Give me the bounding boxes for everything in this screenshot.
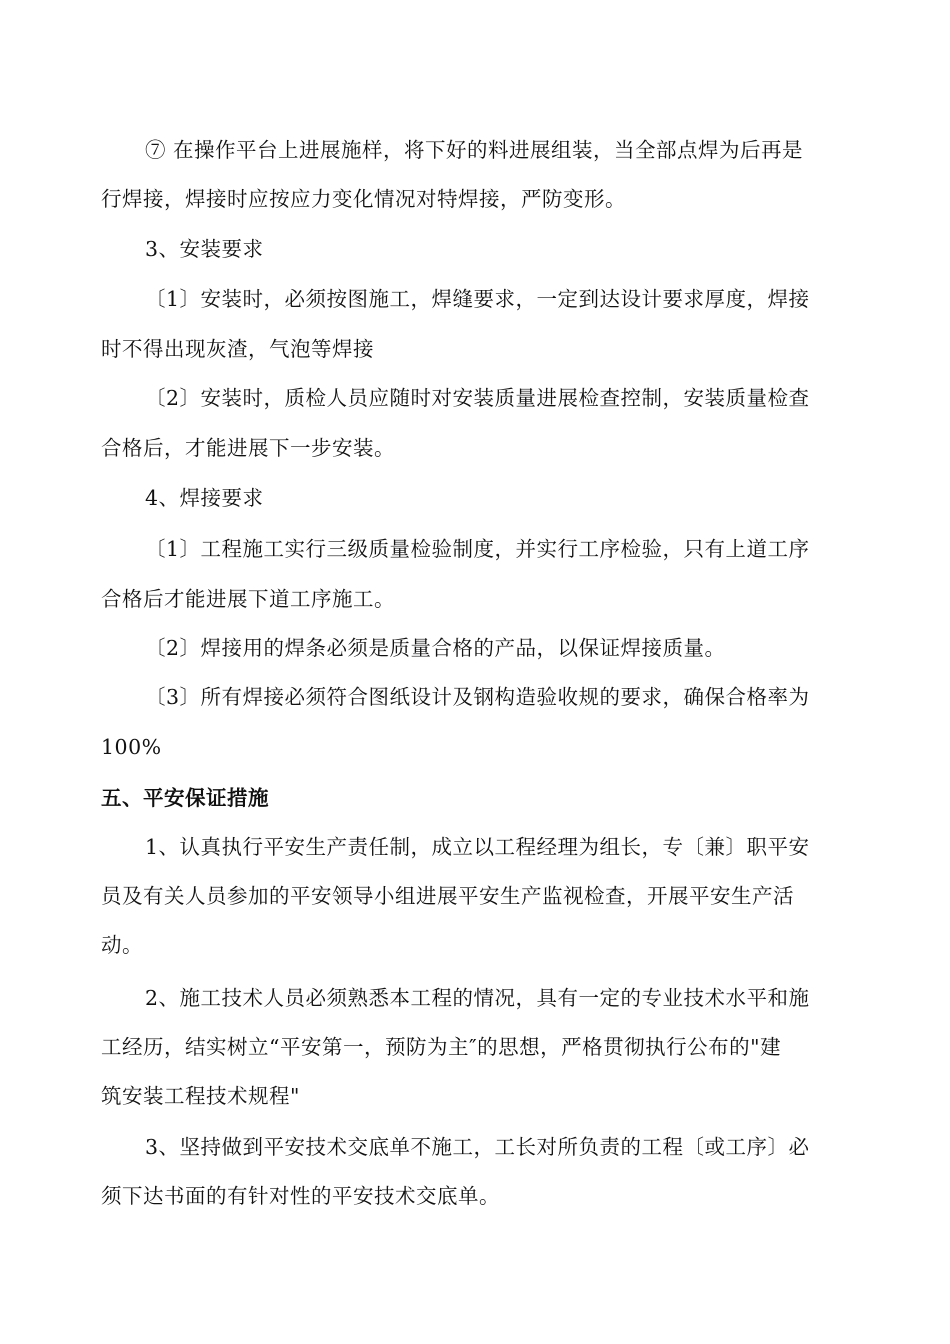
safety-item-2-line-3: 筑安装工程技术规程"	[101, 1084, 300, 1108]
weld-item-3-line-1: 〔3〕所有焊接必须符合图纸设计及钢构造验收规的要求，确保合格率为	[145, 685, 810, 709]
install-item-2-line-1: 〔2〕安装时，质检人员应随时对安装质量进展检查控制，安装质量检查	[145, 386, 810, 410]
welding-requirements-title: 4、焊接要求	[145, 486, 264, 510]
safety-item-1-line-1: 1、认真执行平安生产责任制，成立以工程经理为组长，专〔兼〕职平安	[145, 835, 810, 859]
weld-item-2-line-1: 〔2〕焊接用的焊条必须是质量合格的产品，以保证焊接质量。	[145, 636, 726, 660]
step7-line-1: ⑦ 在操作平台上进展施样，将下好的料进展组装，当全部点焊为后再是	[145, 138, 804, 162]
safety-item-2-line-2: 工经历，结实树立“平安第一，预防为主″的思想，严格贯彻执行公布的"建	[101, 1035, 782, 1059]
safety-item-2-line-1: 2、施工技术人员必须熟悉本工程的情况，具有一定的专业技术水平和施	[145, 986, 810, 1010]
step7-line-2: 行焊接，焊接时应按应力变化情况对特焊接，严防变形。	[101, 187, 626, 211]
safety-item-3-line-1: 3、坚持做到平安技术交底单不施工，工长对所负责的工程〔或工序〕必	[145, 1135, 810, 1159]
safety-item-1-line-3: 动。	[101, 933, 143, 957]
install-item-1-line-2: 时不得出现灰渣，气泡等焊接	[101, 337, 374, 361]
section-heading-safety: 五、平安保证措施	[101, 786, 269, 810]
install-item-1-line-1: 〔1〕安装时，必须按图施工，焊缝要求，一定到达设计要求厚度，焊接	[145, 287, 810, 311]
weld-item-1-line-2: 合格后才能进展下道工序施工。	[101, 587, 395, 611]
install-item-2-line-2: 合格后，才能进展下一步安装。	[101, 436, 395, 460]
safety-item-1-line-2: 员及有关人员参加的平安领导小组进展平安生产监视检查，开展平安生产活	[101, 884, 794, 908]
weld-item-1-line-1: 〔1〕工程施工实行三级质量检验制度，并实行工序检验，只有上道工序	[145, 537, 810, 561]
weld-item-3-line-2: 100%	[101, 735, 162, 759]
install-requirements-title: 3、安装要求	[145, 237, 264, 261]
safety-item-3-line-2: 须下达书面的有针对性的平安技术交底单。	[101, 1184, 500, 1208]
